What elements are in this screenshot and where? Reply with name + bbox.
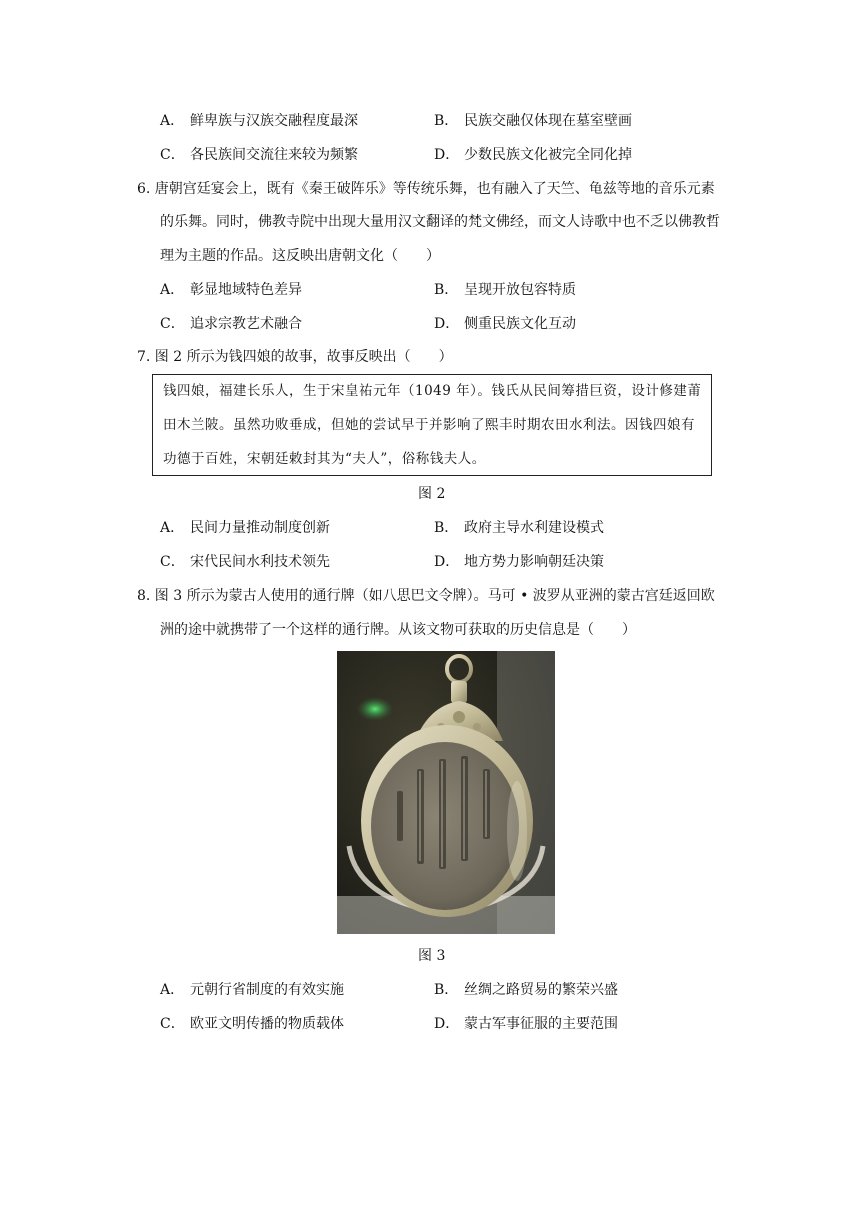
q7-option-a: [160, 518, 330, 538]
q7-material-line-3: 功德于百姓，宋朝廷敕封其为“夫人”，俗称钱夫人。: [163, 451, 486, 467]
option-text: 各民族间交流往来较为频繁: [190, 147, 358, 163]
q7-option-c: [160, 552, 330, 572]
q6-option-b: [434, 280, 576, 300]
q5-option-a: [160, 111, 358, 131]
option-letter: A．: [160, 982, 185, 998]
option-letter: C．: [160, 1016, 185, 1032]
q7-stem: 7. 图 2 所示为钱四娘的故事，故事反映出（ ）: [137, 349, 453, 365]
option-letter: C．: [160, 316, 185, 332]
option-letter: A．: [160, 113, 185, 129]
option-text: 侧重民族文化互动: [464, 316, 576, 332]
option-letter: A．: [160, 520, 185, 536]
q7-option-b: [434, 518, 604, 538]
q8-option-b: [434, 980, 618, 1000]
q6-stem-line-1: 6. 唐朝宫廷宴会上，既有《秦王破阵乐》等传统乐舞，也有融入了天竺、龟兹等地的音乐元素: [137, 181, 715, 197]
q8-stem-line-1: 8. 图 3 所示为蒙古人使用的通行牌（如八思巴文令牌）。马可 • 波罗从亚洲的蒙古宫廷返回欧: [137, 588, 715, 604]
figure-3-caption: 图 3: [418, 948, 446, 964]
option-letter: C．: [160, 147, 185, 163]
option-text: 欧亚文明传播的物质载体: [190, 1016, 344, 1032]
q6-option-c: [160, 314, 302, 334]
option-text: 少数民族文化被完全同化掉: [464, 147, 632, 163]
q5-option-b: [434, 111, 632, 131]
q8-option-d: [434, 1014, 618, 1034]
q6-option-a: [160, 280, 302, 300]
option-letter: B．: [434, 113, 459, 129]
paiza-photo: [337, 651, 555, 934]
option-letter: A．: [160, 282, 185, 298]
q8-option-c: [160, 1014, 344, 1034]
q6-stem-line-2: 的乐舞。同时，佛教寺院中出现大量用汉文翻译的梵文佛经，而文人诗歌中也不乏以佛教哲: [160, 214, 720, 230]
q7-option-d: [434, 552, 604, 572]
q8-stem-line-2: 洲的途中就携带了一个这样的通行牌。从该文物可获取的历史信息是（ ）: [160, 622, 636, 638]
q6-stem-line-3: 理为主题的作品。这反映出唐朝文化（ ）: [160, 248, 440, 264]
option-text: 元朝行省制度的有效实施: [190, 982, 344, 998]
option-text: 呈现开放包容特质: [464, 282, 576, 298]
option-letter: D．: [434, 316, 460, 332]
option-letter: B．: [434, 282, 459, 298]
option-text: 地方势力影响朝廷决策: [464, 554, 604, 570]
q7-material-line-1: 钱四娘，福建长乐人，生于宋皇祐元年（1049 年）。钱氏从民间筹措巨资，设计修建莆: [163, 383, 702, 399]
option-text: 宋代民间水利技术领先: [190, 554, 330, 570]
option-text: 政府主导水利建设模式: [464, 520, 604, 536]
q5-option-c: [160, 145, 358, 165]
option-letter: B．: [434, 982, 459, 998]
option-letter: C．: [160, 554, 185, 570]
option-text: 彰显地域特色差异: [190, 282, 302, 298]
option-letter: B．: [434, 520, 459, 536]
option-text: 丝绸之路贸易的繁荣兴盛: [464, 982, 618, 998]
option-text: 民间力量推动制度创新: [190, 520, 330, 536]
option-letter: D．: [434, 147, 460, 163]
option-letter: D．: [434, 554, 460, 570]
option-text: 鲜卑族与汉族交融程度最深: [190, 113, 358, 129]
q7-material-box: [152, 374, 712, 476]
figure-2-caption: 图 2: [418, 486, 446, 502]
q5-option-d: [434, 145, 632, 165]
option-letter: D．: [434, 1016, 460, 1032]
q7-material-line-2: 田木兰陂。虽然功败垂成，但她的尝试早于并影响了熙丰时期农田水利法。因钱四娘有: [163, 417, 695, 433]
q8-option-a: [160, 980, 344, 1000]
option-text: 追求宗教艺术融合: [190, 316, 302, 332]
option-text: 蒙古军事征服的主要范围: [464, 1016, 618, 1032]
q6-option-d: [434, 314, 576, 334]
option-text: 民族交融仅体现在墓室壁画: [464, 113, 632, 129]
